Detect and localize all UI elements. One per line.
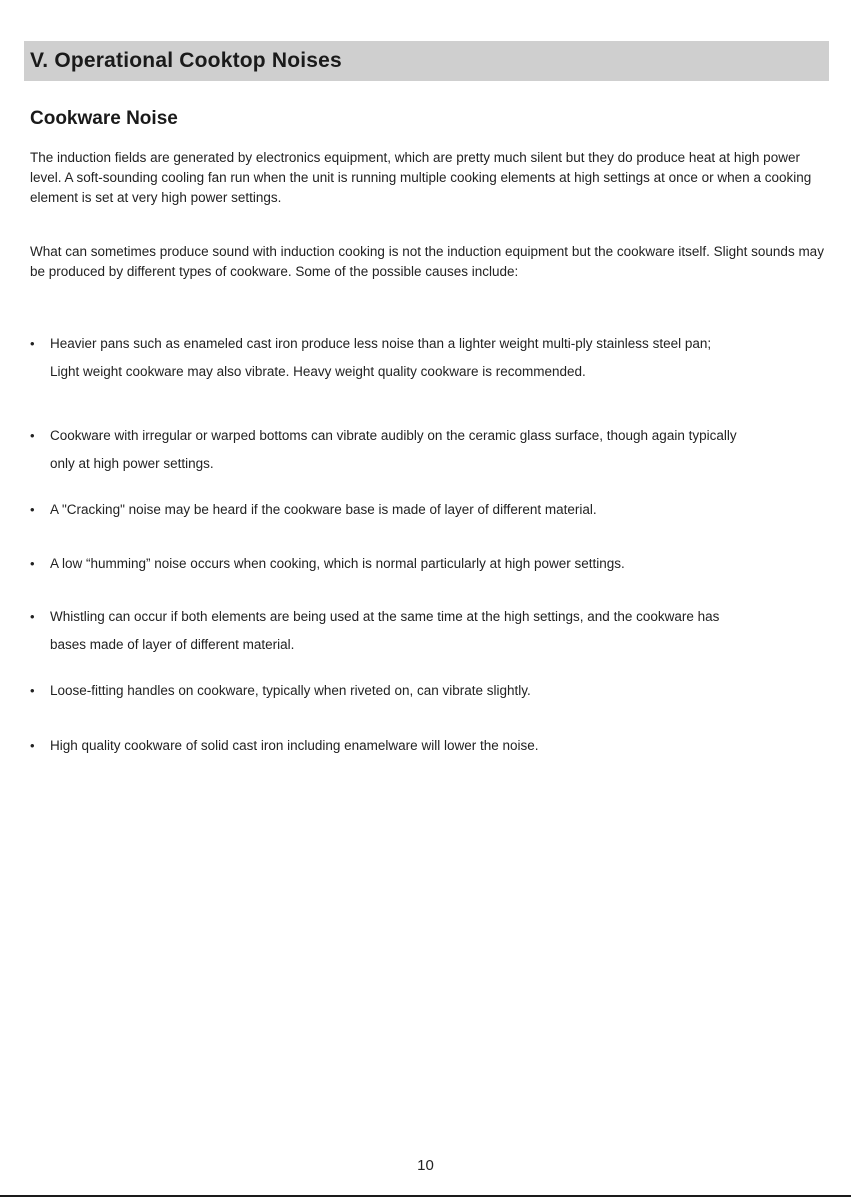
list-item [30, 677, 820, 705]
causes-paragraph: What can sometimes produce sound with induction cooking is not the induction equipment but the cookware itself. Slight sounds may be produced by different types of cookware. Some of the possible causes include: [30, 244, 824, 279]
intro-paragraph: The induction fields are generated by electronics equipment, which are pretty much silent but they do produce heat at high power level. A soft-sounding cooling fan run when the unit is running multiple cooking elements at high settings at once or when a cooking element is set at very high power settings. [30, 150, 812, 205]
page-number: 10 [417, 1157, 434, 1174]
list-item [30, 732, 820, 760]
list-item-text: High quality cookware of solid cast iron including enamelware will lower the noise. [50, 738, 539, 753]
section-title: V. Operational Cooktop Noises [30, 49, 342, 72]
subsection-title: Cookware Noise [30, 108, 178, 129]
list-item [30, 550, 820, 578]
list-item-text: Cookware with irregular or warped bottoms can vibrate audibly on the ceramic glass surface, though again typically only at high power settings. [50, 428, 737, 471]
bottom-divider [0, 1195, 851, 1197]
bullet-icon: • [30, 336, 35, 351]
list-item-text: A "Cracking" noise may be heard if the cookware base is made of layer of different material. [50, 502, 597, 517]
list-item-text: Loose-fitting handles on cookware, typically when riveted on, can vibrate slightly. [50, 683, 531, 698]
bullet-icon: • [30, 502, 35, 517]
list-item-text: A low “humming” noise occurs when cooking, which is normal particularly at high power settings. [50, 556, 625, 571]
bullet-icon: • [30, 609, 35, 624]
section-banner [24, 41, 829, 81]
bullet-icon: • [30, 556, 35, 571]
list-item [30, 603, 750, 659]
list-item [30, 422, 760, 478]
list-item-text: Heavier pans such as enameled cast iron produce less noise than a lighter weight multi-ply stainless steel pan; Light weight cookware may also vibrate. Heavy weight quality cookware is recommended. [50, 336, 712, 379]
bullet-icon: • [30, 738, 35, 753]
list-item [30, 496, 820, 524]
bullet-icon: • [30, 428, 35, 443]
bullet-icon: • [30, 683, 35, 698]
list-item-text: Whistling can occur if both elements are being used at the same time at the high settings, and the cookware has bases made of layer of different material. [50, 609, 720, 652]
list-item [30, 330, 730, 386]
